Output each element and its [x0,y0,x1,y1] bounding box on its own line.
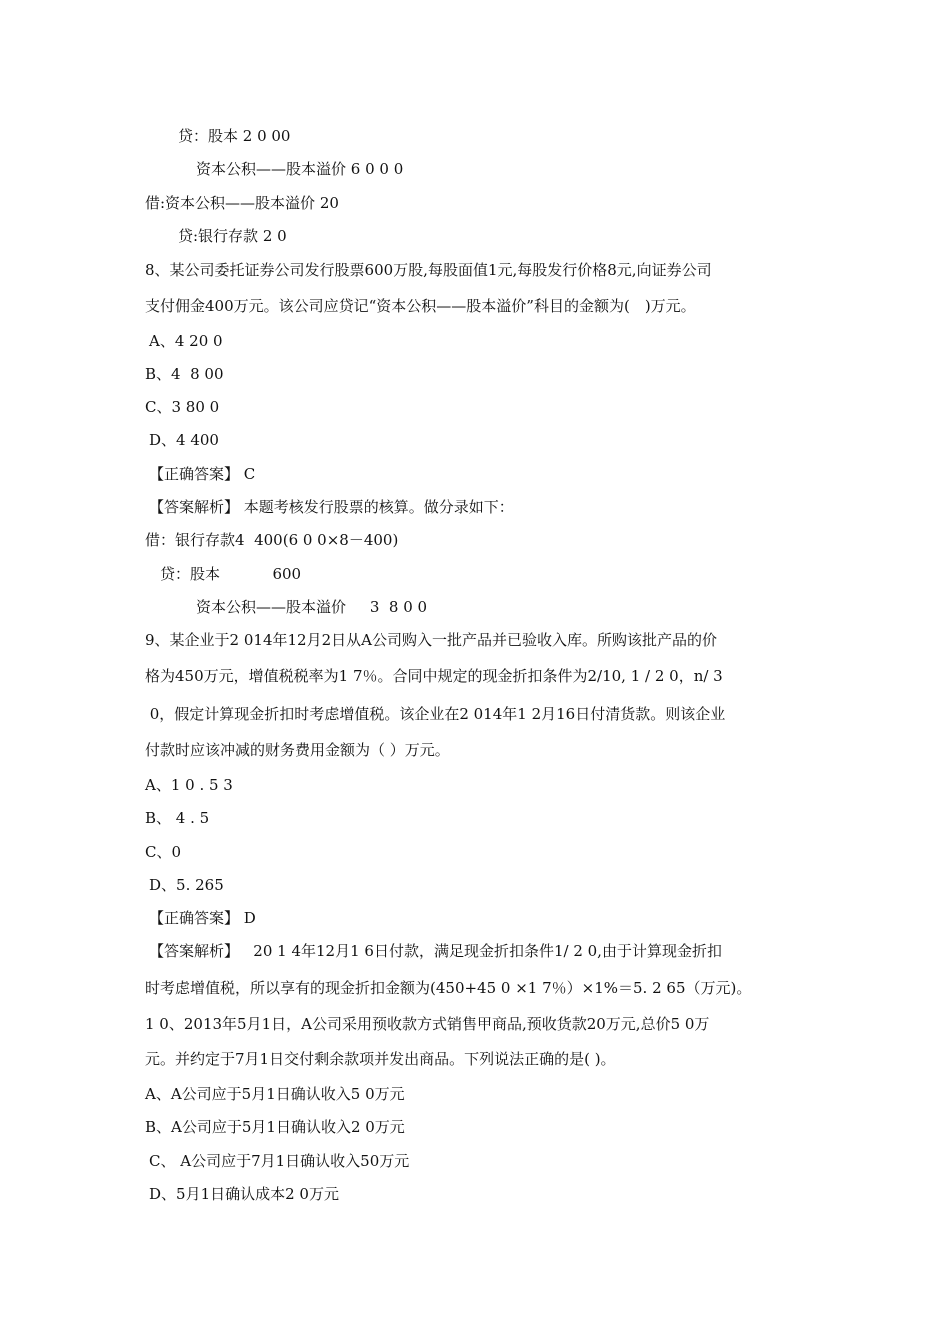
q8-option-b: B、4 8 00 [145,365,224,383]
entry-credit-bank-deposit: 贷:银行存款 2 0 [178,227,287,245]
q8-option-c: C、3 80 0 [145,398,220,416]
q8-debit-line: 借：银行存款4 400(6 0 0×8－400) [145,531,399,549]
q8-premium-line: 资本公积——股本溢价 3 8 0 0 [196,598,428,616]
q9-analysis-line1: 【答案解析】 20 1 4年12月1 6日付款，满足现金折扣条件1/ 2 0,由于计算现金折扣 [149,942,722,960]
q9-stem-line4: 付款时应该冲减的财务费用金额为（ ）万元。 [145,741,450,759]
q8-stem-line1: 8、某公司委托证券公司发行股票600万股,每股面值1元,每股发行价格8元,向证券公司 [145,261,712,279]
q9-stem-line3: 0，假定计算现金折扣时考虑增值税。该企业在2 014年1 2月16日付清货款。则该企业 [145,705,726,723]
q8-option-d: D、4 400 [149,431,219,449]
q10-option-c: C、 A公司应于7月1日确认收入50万元 [149,1152,410,1170]
q10-stem-line2: 元。并约定于7月1日交付剩余款项并发出商品。下列说法正确的是( )。 [145,1050,616,1068]
q9-option-a: A、1 0 . 5 3 [145,776,233,794]
q9-option-b: B、 4 . 5 [145,809,210,827]
q9-option-d: D、5. 265 [149,876,224,894]
q9-stem-line1: 9、某企业于2 014年12月2日从A公司购入一批产品并已验收入库。所购该批产品的价 [145,631,717,649]
entry-debit-capital-reserve: 借:资本公积——股本溢价 20 [145,194,339,212]
q8-answer-analysis: 【答案解析】 本题考核发行股票的核算。做分录如下： [149,498,514,516]
q10-stem-line1: 1 0、2013年5月1日，A公司采用预收款方式销售甲商品,预收货款20万元,总价5 0万 [145,1015,710,1033]
entry-capital-reserve-premium: 资本公积——股本溢价 6 0 0 0 [196,160,404,178]
q9-option-c: C、0 [145,843,182,861]
q8-stem-line2: 支付佣金400万元。该公司应贷记“资本公积——股本溢价”科目的金额为( )万元。 [145,297,696,315]
entry-credit-share-capital: 贷：股本 2 0 00 [178,127,291,145]
q9-stem-line2: 格为450万元，增值税税率为1 7％。合同中规定的现金折扣条件为2/10, 1 / 2 0，n/ 3 [145,667,723,685]
q9-analysis-line2: 时考虑增值税，所以享有的现金折扣金额为(450+45 0 ×1 7％）×1%＝5. 2 65（万元)。 [145,979,752,997]
q9-correct-answer: 【正确答案】 D [149,909,256,927]
q10-option-d: D、5月1日确认成本2 0万元 [149,1185,339,1203]
q8-credit-line: 贷：股本 600 [160,565,302,583]
q10-option-b: B、A公司应于5月1日确认收入2 0万元 [145,1118,405,1136]
q10-option-a: A、A公司应于5月1日确认收入5 0万元 [145,1085,405,1103]
q8-option-a: A、4 20 0 [149,332,223,350]
q8-correct-answer: 【正确答案】 C [149,465,256,483]
